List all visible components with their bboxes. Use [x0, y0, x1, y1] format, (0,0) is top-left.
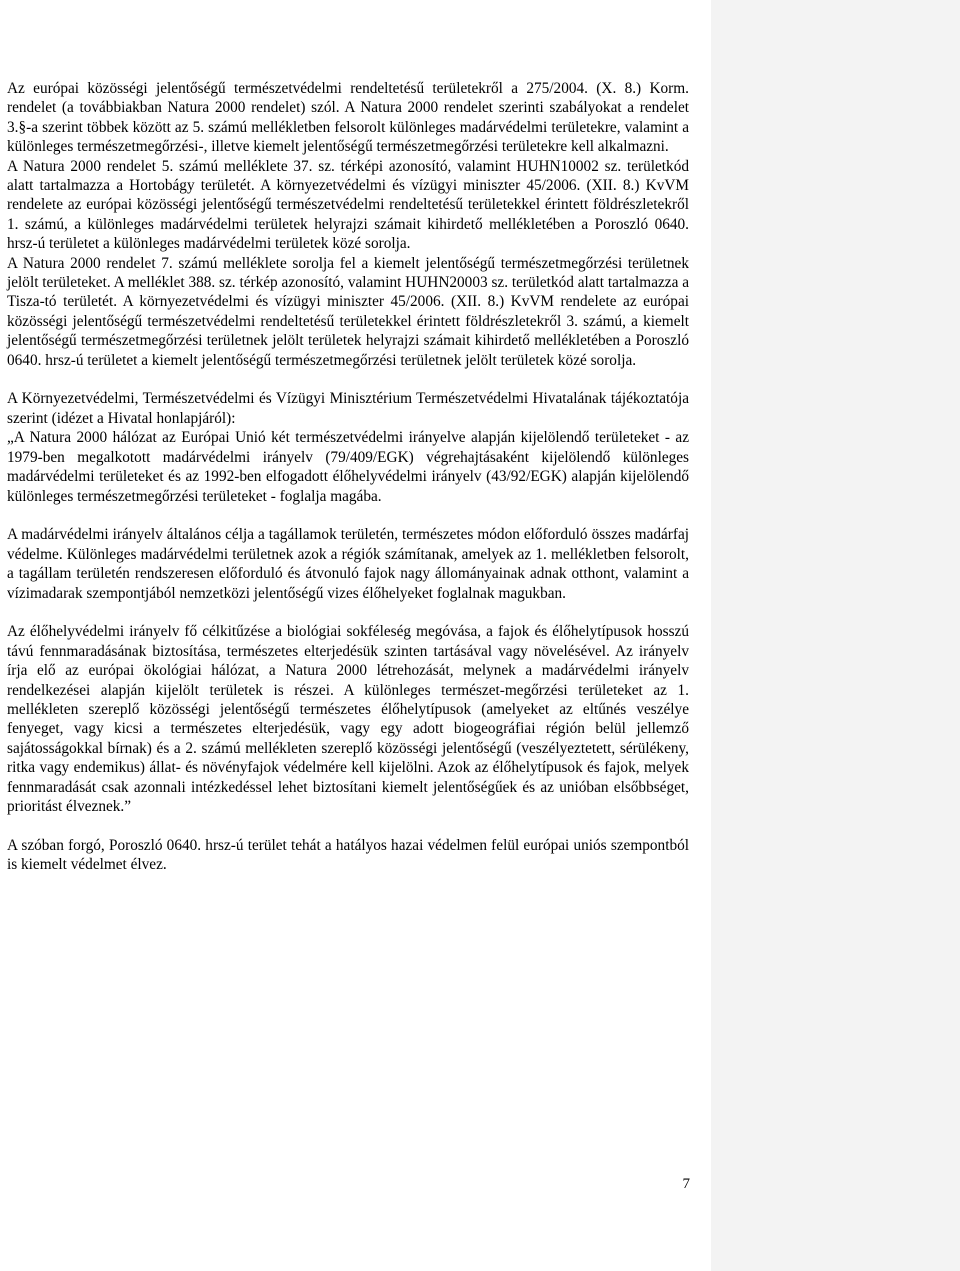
- paragraph-hivatal-intro: A Környezetvédelmi, Természetvédelmi és Vízügyi Minisztérium Természetvédelmi Hivatalának tájékoztatója szerint (idézet a Hivatal honlapjáról):: [7, 390, 689, 427]
- document-body: [7, 79, 689, 875]
- paragraph-madarvedelmi-iranyelv: A madárvédelmi irányelv általános célja a tagállamok területén, természetes módon előforduló összes madárfaj védelme. Különleges madárvédelmi területnek azok a régiók számítanak, amelyek az 1. mellékletben felsorolt, a tagállam területén rendszeresen előforduló és átvonuló fajok nagy állományainak adnak otthont, valamint a vízimadarak szempontjából nemzetközi jelentőségű vizes élőhelyeket foglalnak magukban.: [7, 526, 689, 602]
- paragraph-natura-halozat-quote: „A Natura 2000 hálózat az Európai Unió két természetvédelmi irányelve alapján kijelölendő területeket - az 1979-ben megalkotott madárvédelmi irányelv (79/409/EGK) végrehajtásaként kijelölendő különleges madárvédelmi területeket és az 1992-ben elfogadott élőhelyvédelmi irányelv (43/92/EGK) alapján kijelölendő különleges természetmegőrzési területeket - foglalja magába.: [7, 429, 689, 505]
- paragraph-tisza-to: A Natura 2000 rendelet 7. számú melléklete sorolja fel a kiemelt jelentőségű természetmegőrzési területnek jelölt területeket. A melléklet 388. sz. térkép azonosító, valamint HUHN20003 sz. területkód alatt tartalmazza a Tisza-tó területét. A környezetvédelmi és vízügyi miniszter 45/2006. (XII. 8.) KvVM rendelete az európai közösségi jelentőségű természetvédelmi rendeltetésű területekkel érintett földrészletekről 3. számú, a kiemelt jelentőségű természetmegőrzési területnek jelölt területek helyrajzi számait kihirdető mellékletében a Poroszló 0640. hrsz-ú területet a kiemelt jelentőségű természetmegőrzési területnek jelölt területek közé sorolja.: [7, 254, 689, 369]
- paragraph-elohelyvedelmi-iranyelv: Az élőhelyvédelmi irányelv fő célkitűzése a biológiai sokféleség megóvása, a fajok és élőhelytípusok hosszú távú fennmaradásának biztosítása, természetes elterjedésük szinten tartásával vagy növelésével. Az irányelv írja elő az európai ökológiai hálózat, a Natura 2000 létrehozását, melynek a madárvédelmi irányelv rendelkezései alapján kijelölt területek is részei. A különleges természet-megőrzési területeket az 1. mellékleten szereplő közösségi jelentőségű természetes élőhelytípusok (amelyeket az eltűnés veszélye fenyeget, vagy kicsi a természetes elterjedésük, vagy egy adott biogeográfiai régión belül jellemző sajátosságokkal bírnak) és a 2. számú mellékleten szereplő közösségi jelentőségű (veszélyeztetett, sérülékeny, ritka vagy endemikus) állat- és növényfajok védelmére kell kijelölni. Azok az élőhelytípusok és fajok, melyek fennmaradását csak azonnali intézkedéssel lehet biztosítani kiemelt jelentőségűek és az unióban elsőbbséget, prioritást élveznek.”: [7, 623, 689, 815]
- paragraph-natura-rendelet: Az európai közösségi jelentőségű természetvédelmi rendeltetésű területekről a 275/2004. (X. 8.) Korm. rendelet (a továbbiakban Natura 2000 rendelet) szól. A Natura 2000 rendelet szerinti szabályokat a rendelet 3.§-a szerint többek között az 5. számú mellékletben felsorolt különleges madárvédelmi területekre, valamint a különleges természetmegőrzési-, illetve kiemelt jelentőségű természetmegőrzési területekre kell alkalmazni.: [7, 80, 689, 156]
- paragraph-hortobagy: A Natura 2000 rendelet 5. számú melléklete 37. sz. térképi azonosító, valamint HUHN10002 sz. területkód alatt tartalmazza a Hortobágy területét. A környezetvédelmi és vízügyi miniszter 45/2006. (XII. 8.) KvVM rendelete az európai közösségi jelentőségű természetvédelmi rendeltetésű területekkel érintett földrészletekről 1. számú, a különleges madárvédelmi területek helyrajzi számait kihirdető mellékletében a Poroszló 0640. hrsz-ú területet a különleges madárvédelmi területek közé sorolja.: [7, 157, 689, 253]
- paragraph-conclusion: A szóban forgó, Poroszló 0640. hrsz-ú terület tehát a hatályos hazai védelmen felül európai uniós szempontból is kiemelt védelmet élvez.: [7, 836, 689, 874]
- side-panel: [711, 0, 960, 1271]
- page-number: 7: [682, 1176, 690, 1192]
